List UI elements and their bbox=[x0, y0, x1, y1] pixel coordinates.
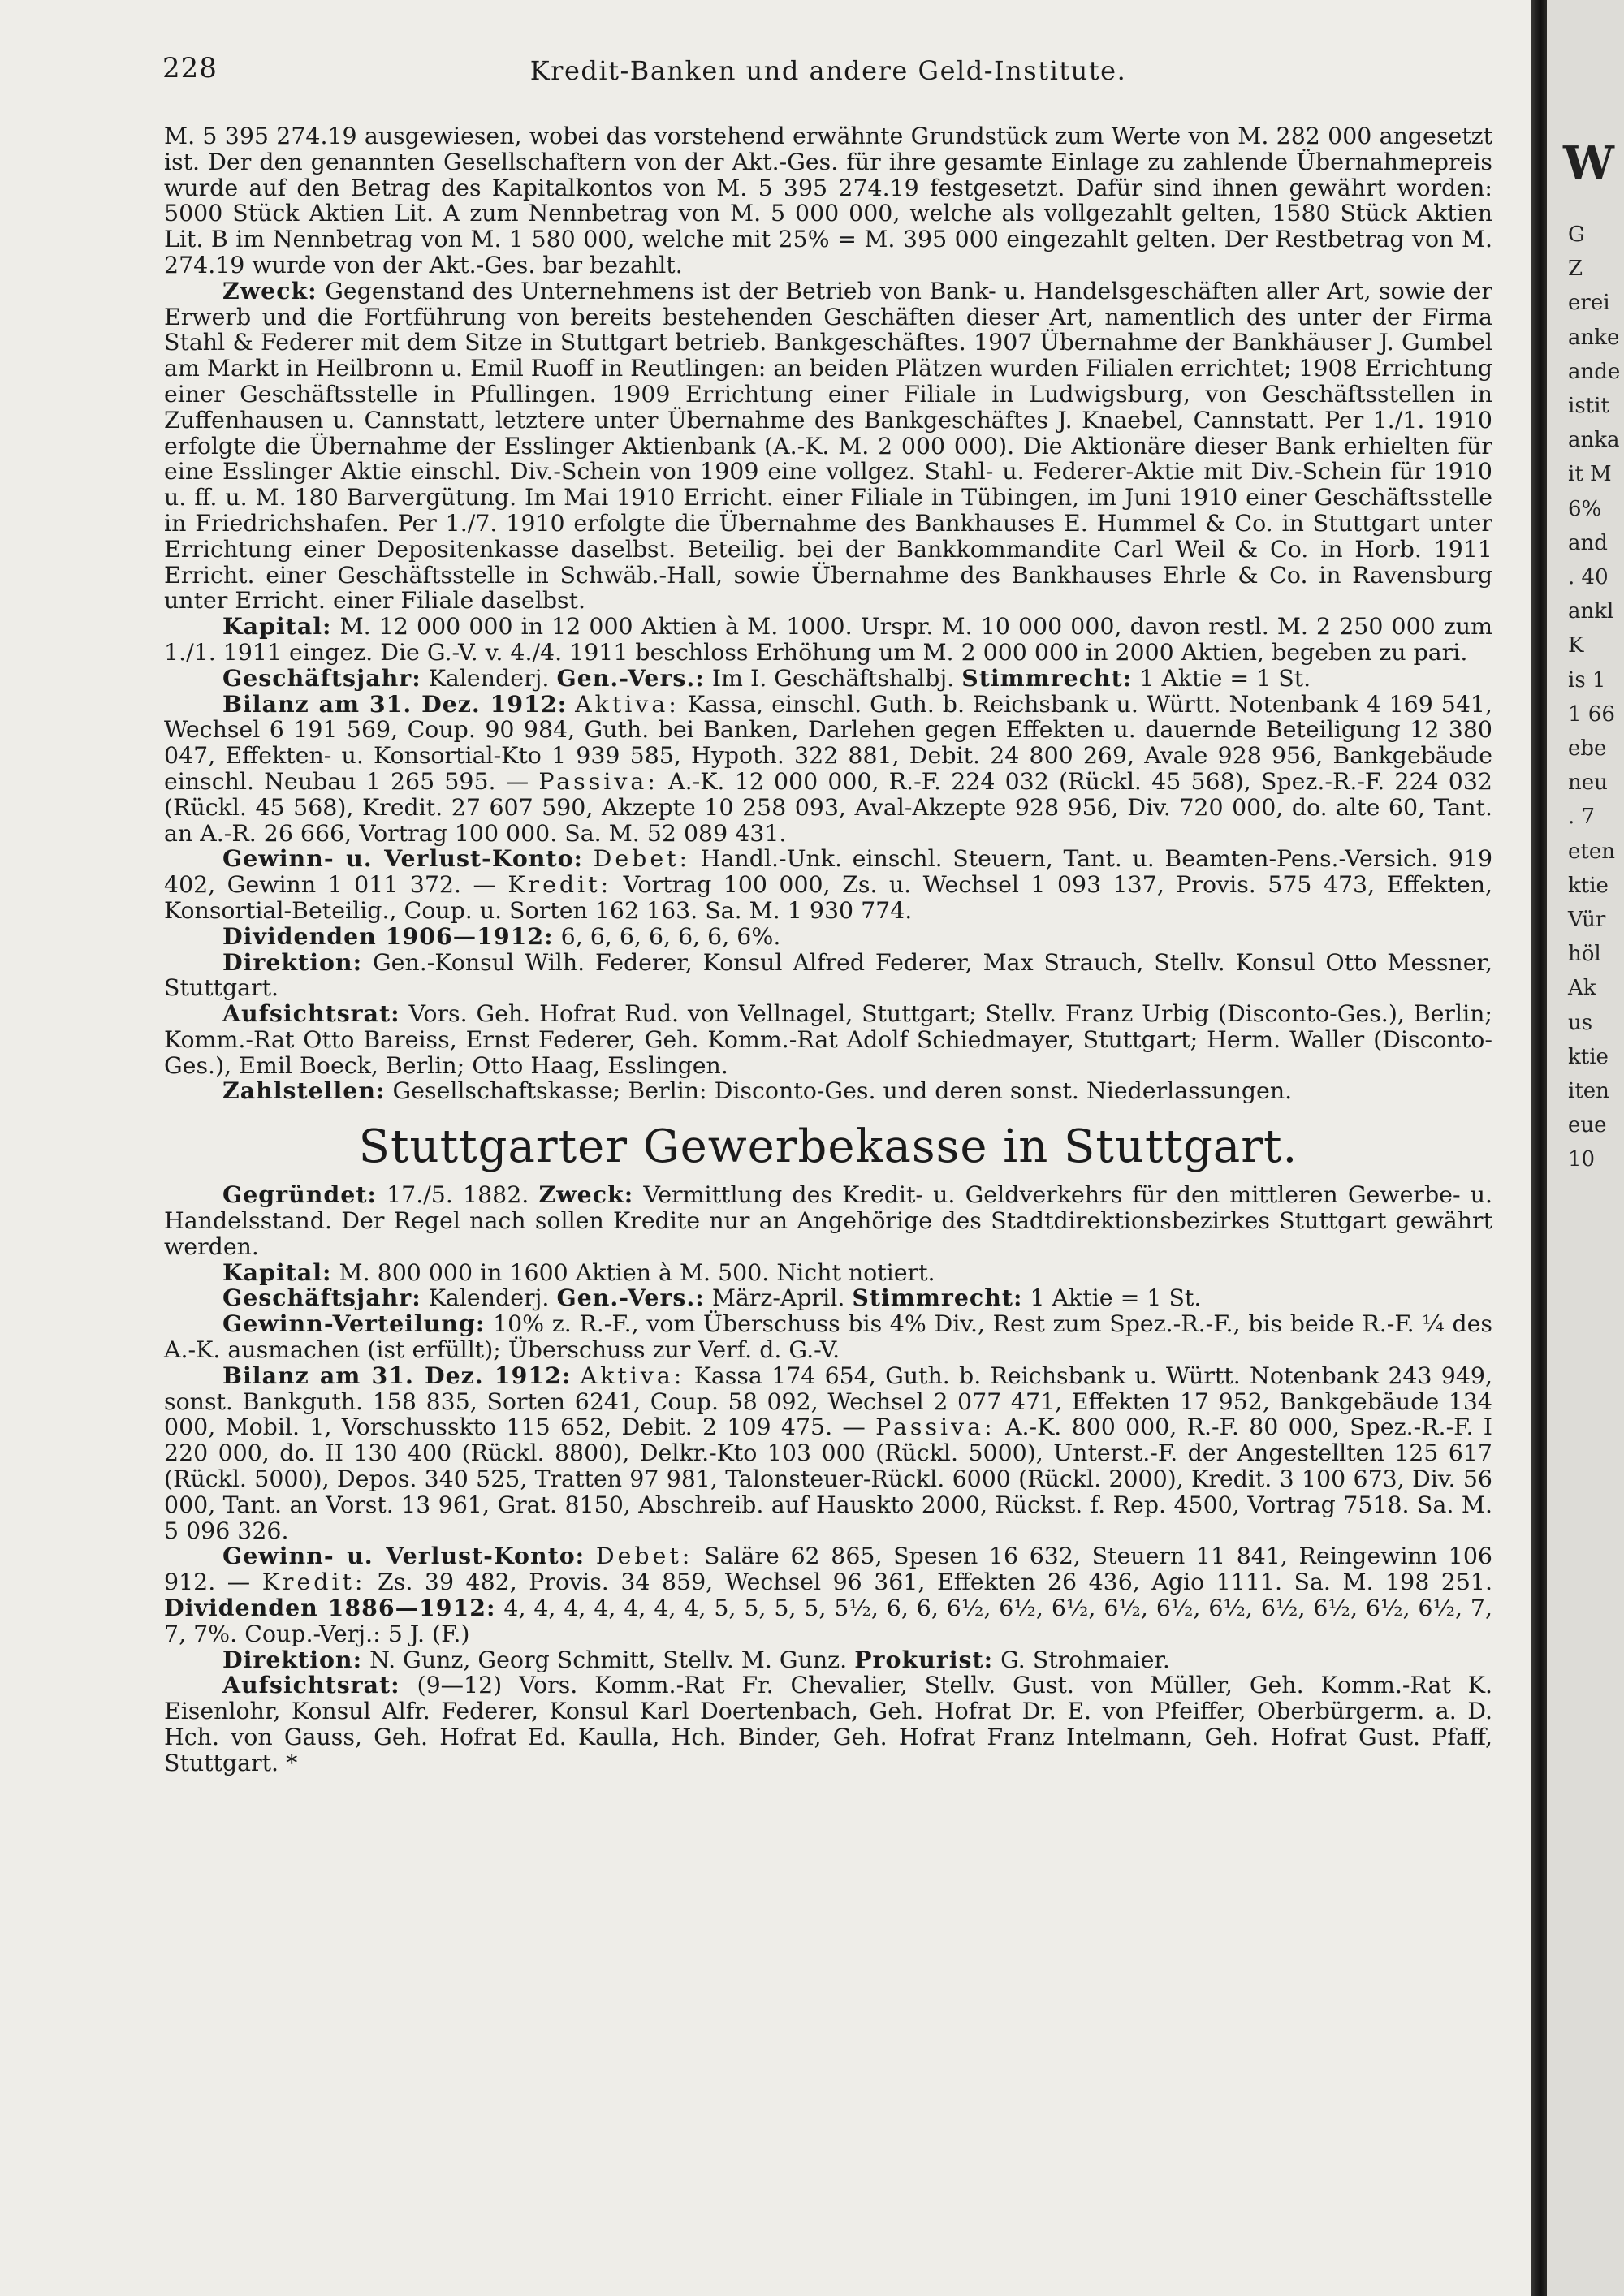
gewinn-verteilung-label: Gewinn-Verteilung: bbox=[222, 1310, 486, 1338]
gegruendet-text: 17./5. 1882. bbox=[387, 1181, 529, 1209]
passiva-label: Passiva: bbox=[538, 767, 659, 795]
gewinn-paragraph bbox=[164, 846, 1492, 923]
kapital-label: Kapital: bbox=[222, 1258, 332, 1286]
adjacent-page-edge bbox=[1547, 0, 1624, 2296]
geschaeftsjahr-paragraph bbox=[164, 663, 1492, 692]
passiva-text: A.-K. 800 000, R.-F. 80 000, Spez.-R.-F. I 220 000, do. II 130 400 (Rückl. 8800), Delkr.-Kto 103 000 (Rückl. 5000), Unterst.-F. der Angestellten 125 617 (Rückl. 5000), Depos. 340 525, Tratten 97 981, Talonsteuer-Rückl. 6000 (Rückl. 2000), Kredit. 3 100 673, Div. 56 000, Tant. an Vorst. 13 961, Grat. 8150, Abschreib. auf Hauskto 2000, Rückst. f. Rep. 4500, Vortrag 7518. Sa. M. 5 096 326. bbox=[164, 1413, 1492, 1544]
direktion-text: Gen.-Konsul Wilh. Federer, Konsul Alfred Federer, Max Strauch, Stellv. Konsul Otto Messner, Stuttgart. bbox=[164, 948, 1492, 1002]
stimmrecht-label: Stimmrecht: bbox=[961, 663, 1133, 692]
intro-paragraph bbox=[164, 123, 1492, 278]
passiva-text: A.-K. 12 000 000, R.-F. 224 032 (Rückl. 45 568), Spez.-R.-F. 224 032 (Rückl. 45 568), Kredit. 27 607 590, Akzepte 10 258 093, Aval-Akzepte 928 956, Div. 720 000, do. alte 60, Tant. an A.-R. 26 666, Vortrag 100 000. Sa. M. 52 089 431. bbox=[164, 767, 1492, 847]
direktion-text: N. Gunz, Georg Schmitt, Stellv. M. Gunz. bbox=[369, 1646, 848, 1673]
kredit-text: Zs. 39 482, Provis. 34 859, Wechsel 96 361, Effekten 26 436, Agio 1111. Sa. M. 198 251. bbox=[378, 1569, 1493, 1596]
gen-vers-text: März-April. bbox=[711, 1284, 845, 1312]
dividenden-label: Dividenden 1906—1912: bbox=[222, 921, 554, 950]
page-number: 228 bbox=[162, 52, 218, 84]
geschaeftsjahr-text: Kalenderj. bbox=[428, 1284, 550, 1312]
geschaeftsjahr-label: Geschäftsjahr: bbox=[222, 1284, 421, 1312]
company-heading: Stuttgarter Gewerbekasse in Stuttgart. bbox=[358, 1120, 1298, 1174]
aufsichtsrat-text: Vors. Geh. Hofrat Rud. von Vellnagel, Stuttgart; Stellv. Franz Urbig (Disconto-Ges.), Berlin; Komm.-Rat Otto Bareiss, Ernst Federer, Geh. Komm.-Rat Adolf Schiedmayer, Stuttgart; Herm. Waller (Disconto-Ges.), Emil Boeck, Berlin; Otto Haag, Esslingen. bbox=[164, 1000, 1492, 1079]
aufsichtsrat-paragraph bbox=[164, 1001, 1492, 1078]
aktiva-text: Kassa, einschl. Guth. b. Reichsbank u. Württ. Notenbank 4 169 541, Wechsel 6 191 569, Coup. 90 984, Guth. bei Banken, Darlehen gegen Effekten u. dauernde Beteiligung 12 380 047, Effekten- u. Konsortial-Kto 1 939 585, Hypoth. 322 881, Debit. 24 800 269, Avale 928 956, Bankgebäude einschl. Neubau 1 265 595. — bbox=[164, 690, 1493, 795]
kapital-text: M. 12 000 000 in 12 000 Aktien à M. 1000. Urspr. M. 10 000 000, davon restl. M. 2 250 000 zum 1./1. 1911 eingez. Die G.-V. v. 4./4. 1911 beschloss Erhöhung um M. 2 000 000 in 2000 Aktien, begeben zu pari. bbox=[164, 613, 1492, 666]
zweck-label: Zweck: bbox=[222, 276, 317, 304]
direktion-label: Direktion: bbox=[222, 947, 363, 976]
kredit-text: Vortrag 100 000, Zs. u. Wechsel 1 093 137, Provis. 575 473, Effekten, Konsortial-Beteilig., Coup. u. Sorten 162 163. Sa. M. 1 930 774. bbox=[164, 871, 1493, 924]
direktion-label: Direktion: bbox=[222, 1645, 363, 1673]
aufsichtsrat-paragraph bbox=[164, 1672, 1492, 1776]
passiva-label: Passiva: bbox=[875, 1413, 996, 1441]
dividenden-paragraph bbox=[164, 921, 1492, 950]
zahlstellen-label: Zahlstellen: bbox=[222, 1077, 386, 1105]
kredit-label: Kredit: bbox=[508, 871, 612, 899]
geschaeftsjahr-paragraph bbox=[164, 1285, 1492, 1311]
gewinn-label: Gewinn- u. Verlust-Konto: bbox=[222, 844, 583, 873]
gen-vers-label: Gen.-Vers.: bbox=[556, 663, 705, 692]
zweck-text: Gegenstand des Unternehmens ist der Betrieb von Bank- u. Handelsgeschäften aller Art, sowie der Erwerb und die Fortführung von bereits bestehenden Geschäften dieser Art, namentlich des unter der Firma Stahl & Federer mit dem Sitze in Stuttgart betrieb. Bankgeschäftes. 1907 Übernahme der Bankhäuser J. Gumbel am Markt in Heilbronn u. Emil Ruoff in Reutlingen: an beiden Plätzen wurden Filialen errichtet; 1908 Errichtung einer Geschäftsstelle in Pfullingen. 1909 Errichtung einer Filiale in Ludwigsburg, von Geschäftsstellen in Zuffenhausen u. Cannstatt, letztere unter Übernahme des Bankgeschäftes J. Knaebel, Cannstatt. Per 1./1. 1910 erfolgte die Übernahme der Esslinger Aktienbank (A.-K. M. 2 000 000). Die Aktionäre dieser Bank erhielten für eine Esslinger Aktie einschl. Div.-Schein von 1909 eine vollgez. Stahl- u. Federer-Aktie mit Div.-Schein für 1910 u. ff. u. M. 180 Barvergütung. Im Mai 1910 Erricht. einer Filiale in Tübingen, im Juni 1910 einer Geschäftsstelle in Friedrichshafen. Per 1./7. 1910 erfolgte die Übernahme des Bankhauses E. Hummel & Co. in Stuttgart unter Errichtung einer Depositenkasse daselbst. Beteilig. bei der Bankkommandite Carl Weil & Co. in Horb. 1911 Erricht. einer Geschäftsstelle in Schwäb.-Hall, sowie Übernahme des Bankhauses Ehrle & Co. in Ravensburg unter Erricht. einer Filiale daselbst. bbox=[164, 277, 1492, 615]
dividenden-text: 4, 4, 4, 4, 4, 4, 4, 5, 5, 5, 5, 5½, 6, 6, 6½, 6½, 6½, 6½, 6½, 6½, 6½, 6½, 6½, 6½, 7, 7, 7%. Coup.-Verj.: 5 J. (F.) bbox=[164, 1595, 1492, 1647]
gewinn-label: Gewinn- u. Verlust-Konto: bbox=[222, 1542, 585, 1570]
dividenden-text: 6, 6, 6, 6, 6, 6, 6%. bbox=[560, 922, 781, 950]
gewinn-verteilung-text: 10% z. R.-F., vom Überschuss bis 4% Div., Rest zum Spez.-R.-F., bis beide R.-F. ¼ des A.-K. ausmachen (ist erfüllt); Überschuss zur Verf. d. G.-V. bbox=[164, 1310, 1493, 1364]
gen-vers-text: Im I. Geschäftshalbj. bbox=[711, 664, 955, 692]
prokurist-text: G. Strohmaier. bbox=[1000, 1646, 1170, 1673]
direktion-paragraph bbox=[164, 947, 1492, 1002]
gewinn-paragraph bbox=[164, 1543, 1492, 1646]
debet-label: Debet: bbox=[595, 1543, 693, 1570]
zweck-text: Vermittlung des Kredit- u. Geldverkehrs für den mittleren Gewerbe- u. Handelsstand. Der Regel nach sollen Kredite nur an Angehörige des Stadtdirektionsbezirkes Stuttgart gewährt werden. bbox=[164, 1181, 1493, 1260]
kredit-label: Kredit: bbox=[261, 1569, 366, 1596]
bilanz-paragraph bbox=[164, 1363, 1492, 1544]
intro-text: M. 5 395 274.19 ausgewiesen, wobei das vorstehend erwähnte Grundstück zum Werte von M. 282 000 angesetzt ist. Der den genannten Gesellschaftern von der Akt.-Ges. für ihre gesamte Einlage zu zahlende Übernahmepreis wurde auf den Betrag des Kapitalkontos von M. 5 395 274.19 festgesetzt. Dafür sind ihnen gewährt worden: 5000 Stück Aktien Lit. A zum Nennbetrag von M. 5 000 000, welche als vollgezahlt gelten, 1580 Stück Aktien Lit. B im Nennbetrag von M. 1 580 000, welche mit 25% = M. 395 000 eingezahlt gelten. Der Restbetrag von M. 274.19 wurde von der Akt.-Ges. bar bezahlt. bbox=[164, 123, 1492, 278]
bilanz-label: Bilanz am 31. Dez. 1912: bbox=[222, 1361, 572, 1389]
book-gutter bbox=[1531, 0, 1547, 2296]
zahlstellen-paragraph bbox=[164, 1078, 1492, 1104]
running-head bbox=[162, 52, 1494, 93]
bilanz-paragraph bbox=[164, 689, 1493, 847]
aktiva-label: Aktiva: bbox=[575, 690, 680, 718]
text-block bbox=[164, 123, 1492, 1776]
running-title: Kredit-Banken und andere Geld-Institute. bbox=[529, 55, 1127, 86]
adjacent-page-fragments: G Z erei anke ande istit anka it M 6% and . 40 ankl K is 1 1 66 ebe neu . 7 eten ktie Vür höl Ak us ktie iten eue 10 bbox=[1568, 222, 1621, 1172]
debet-label: Debet: bbox=[593, 845, 691, 873]
gewinn-verteilung-paragraph bbox=[164, 1311, 1492, 1363]
dividenden-label: Dividenden 1886—1912: bbox=[164, 1594, 496, 1622]
direktion-paragraph bbox=[164, 1647, 1492, 1673]
zweck-paragraph bbox=[164, 278, 1492, 614]
gegruendet-label: Gegründet: bbox=[222, 1180, 377, 1209]
aktiva-label: Aktiva: bbox=[580, 1362, 685, 1389]
kapital-label: Kapital: bbox=[222, 612, 332, 641]
prokurist-label: Prokurist: bbox=[854, 1645, 994, 1673]
adjacent-page-initial: W bbox=[1563, 136, 1614, 190]
bilanz-label: Bilanz am 31. Dez. 1912: bbox=[222, 689, 568, 718]
aufsichtsrat-label: Aufsichtsrat: bbox=[222, 999, 400, 1028]
aufsichtsrat-text: (9—12) Vors. Komm.-Rat Fr. Chevalier, Stellv. Gust. von Müller, Geh. Komm.-Rat K. Eisenlohr, Konsul Alfr. Federer, Konsul Karl Doertenbach, Geh. Hofrat Dr. E. von Pfeiffer, Oberbürgerm. a. D. Hch. von Gauss, Geh. Hofrat Ed. Kaulla, Hch. Binder, Geh. Hofrat Franz Intelmann, Geh. Hofrat Gust. Pfaff, Stuttgart. * bbox=[164, 1672, 1492, 1776]
zahlstellen-text: Gesellschaftskasse; Berlin: Disconto-Ges. und deren sonst. Niederlassungen. bbox=[392, 1077, 1293, 1105]
kapital-text: M. 800 000 in 1600 Aktien à M. 500. Nicht notiert. bbox=[339, 1258, 935, 1286]
zweck-label: Zweck: bbox=[538, 1180, 634, 1209]
debet-text: Handl.-Unk. einschl. Steuern, Tant. u. Beamten-Pens.-Versich. 919 402, Gewinn 1 011 372. — bbox=[164, 845, 1493, 899]
stimmrecht-text: 1 Aktie = 1 St. bbox=[1030, 1284, 1202, 1312]
aktiva-text: Kassa 174 654, Guth. b. Reichsbank u. Württ. Notenbank 243 949, sonst. Bankguth. 158 835, Sorten 6241, Coup. 58 092, Wechsel 2 077 471, Effekten 17 952, Bankgebäude 134 000, Mobil. 1, Vorschusskto 115 652, Debit. 2 109 475. — bbox=[164, 1362, 1493, 1441]
gegruendet-paragraph bbox=[164, 1182, 1492, 1259]
aufsichtsrat-label: Aufsichtsrat: bbox=[222, 1671, 400, 1699]
stimmrecht-label: Stimmrecht: bbox=[852, 1284, 1023, 1312]
debet-text: Saläre 62 865, Spesen 16 632, Steuern 11 841, Reingewinn 106 912. — bbox=[164, 1543, 1492, 1596]
stimmrecht-text: 1 Aktie = 1 St. bbox=[1139, 664, 1311, 692]
kapital-paragraph bbox=[164, 1260, 1492, 1286]
kapital-paragraph bbox=[164, 614, 1492, 666]
geschaeftsjahr-text: Kalenderj. bbox=[428, 664, 550, 692]
geschaeftsjahr-label: Geschäftsjahr: bbox=[222, 663, 421, 692]
gen-vers-label: Gen.-Vers.: bbox=[556, 1284, 705, 1312]
